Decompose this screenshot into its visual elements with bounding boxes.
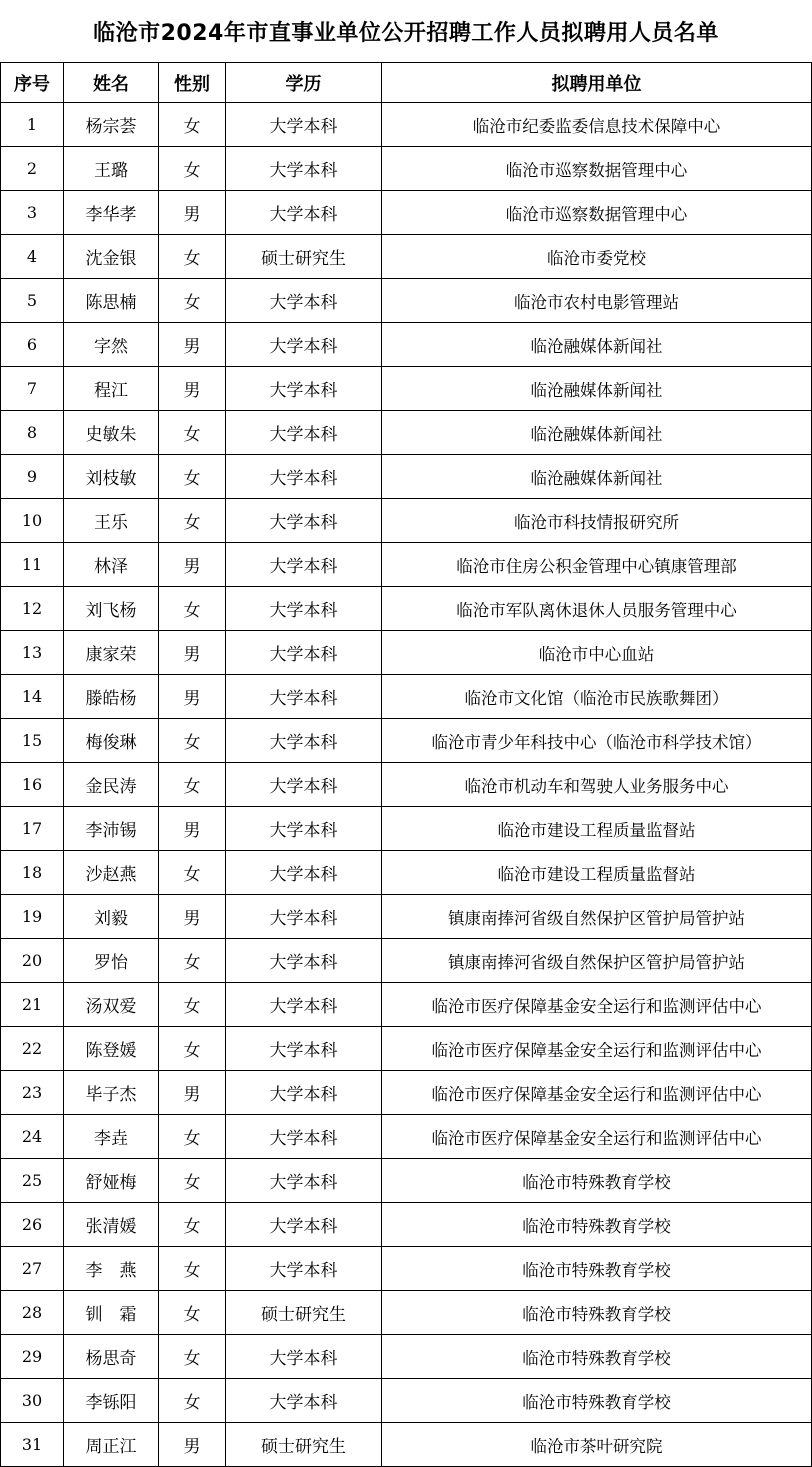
cell-education: 大学本科	[226, 763, 382, 807]
cell-gender: 男	[159, 1423, 226, 1467]
cell-unit: 临沧市建设工程质量监督站	[382, 851, 812, 895]
cell-index: 31	[1, 1423, 64, 1467]
table-row	[1, 675, 812, 719]
cell-education: 大学本科	[226, 587, 382, 631]
cell-name: 陈思楠	[64, 279, 159, 323]
cell-index: 28	[1, 1291, 64, 1335]
cell-name: 舒娅梅	[64, 1159, 159, 1203]
cell-name: 刘飞杨	[64, 587, 159, 631]
cell-gender: 女	[159, 235, 226, 279]
cell-unit: 临沧市医疗保障基金安全运行和监测评估中心	[382, 1115, 812, 1159]
cell-education: 大学本科	[226, 191, 382, 235]
cell-unit: 临沧融媒体新闻社	[382, 411, 812, 455]
cell-name: 王璐	[64, 147, 159, 191]
cell-name: 李华孝	[64, 191, 159, 235]
column-header-name: 姓名	[64, 63, 159, 103]
cell-name: 李沛锡	[64, 807, 159, 851]
cell-unit: 临沧市特殊教育学校	[382, 1247, 812, 1291]
cell-index: 8	[1, 411, 64, 455]
cell-gender: 女	[159, 279, 226, 323]
cell-education: 大学本科	[226, 631, 382, 675]
cell-gender: 女	[159, 499, 226, 543]
cell-index: 21	[1, 983, 64, 1027]
cell-name: 罗怡	[64, 939, 159, 983]
table-body	[1, 103, 812, 1467]
cell-education: 大学本科	[226, 1379, 382, 1423]
cell-index: 22	[1, 1027, 64, 1071]
cell-name: 刘毅	[64, 895, 159, 939]
cell-education: 大学本科	[226, 939, 382, 983]
cell-gender: 男	[159, 631, 226, 675]
cell-education: 大学本科	[226, 851, 382, 895]
cell-unit: 临沧市中心血站	[382, 631, 812, 675]
column-header-unit: 拟聘用单位	[382, 63, 812, 103]
cell-index: 30	[1, 1379, 64, 1423]
cell-gender: 女	[159, 1291, 226, 1335]
cell-gender: 女	[159, 587, 226, 631]
cell-gender: 男	[159, 895, 226, 939]
cell-name: 字然	[64, 323, 159, 367]
cell-education: 大学本科	[226, 1115, 382, 1159]
column-header-gender: 性别	[159, 63, 226, 103]
cell-name: 毕子杰	[64, 1071, 159, 1115]
cell-education: 大学本科	[226, 367, 382, 411]
table-row	[1, 1203, 812, 1247]
table-row	[1, 191, 812, 235]
cell-education: 大学本科	[226, 1247, 382, 1291]
table-row	[1, 1335, 812, 1379]
cell-unit: 镇康南捧河省级自然保护区管护局管护站	[382, 939, 812, 983]
cell-education: 大学本科	[226, 1159, 382, 1203]
cell-education: 大学本科	[226, 455, 382, 499]
cell-unit: 临沧市医疗保障基金安全运行和监测评估中心	[382, 1027, 812, 1071]
table-row	[1, 631, 812, 675]
cell-gender: 男	[159, 543, 226, 587]
cell-unit: 临沧市特殊教育学校	[382, 1291, 812, 1335]
cell-education: 大学本科	[226, 411, 382, 455]
cell-education: 大学本科	[226, 719, 382, 763]
cell-gender: 女	[159, 1159, 226, 1203]
cell-index: 6	[1, 323, 64, 367]
table-row	[1, 235, 812, 279]
table-row	[1, 103, 812, 147]
cell-name: 金民涛	[64, 763, 159, 807]
cell-name: 史敏朱	[64, 411, 159, 455]
cell-gender: 女	[159, 851, 226, 895]
table-row	[1, 939, 812, 983]
cell-name: 沈金银	[64, 235, 159, 279]
cell-unit: 临沧市巡察数据管理中心	[382, 147, 812, 191]
cell-education: 硕士研究生	[226, 1423, 382, 1467]
cell-name: 杨宗荟	[64, 103, 159, 147]
cell-index: 26	[1, 1203, 64, 1247]
cell-index: 17	[1, 807, 64, 851]
cell-name: 滕皓杨	[64, 675, 159, 719]
cell-index: 1	[1, 103, 64, 147]
cell-gender: 男	[159, 191, 226, 235]
cell-name: 沙赵燕	[64, 851, 159, 895]
cell-index: 12	[1, 587, 64, 631]
cell-education: 大学本科	[226, 103, 382, 147]
table-row	[1, 323, 812, 367]
table-row	[1, 1071, 812, 1115]
cell-education: 大学本科	[226, 323, 382, 367]
cell-index: 27	[1, 1247, 64, 1291]
cell-name: 陈登媛	[64, 1027, 159, 1071]
cell-gender: 女	[159, 1203, 226, 1247]
cell-unit: 临沧市纪委监委信息技术保障中心	[382, 103, 812, 147]
cell-index: 7	[1, 367, 64, 411]
cell-gender: 男	[159, 323, 226, 367]
table-row	[1, 587, 812, 631]
cell-unit: 临沧融媒体新闻社	[382, 323, 812, 367]
table-row	[1, 763, 812, 807]
cell-unit: 临沧市建设工程质量监督站	[382, 807, 812, 851]
cell-index: 9	[1, 455, 64, 499]
cell-index: 18	[1, 851, 64, 895]
cell-index: 29	[1, 1335, 64, 1379]
cell-name: 康家荣	[64, 631, 159, 675]
cell-gender: 女	[159, 1027, 226, 1071]
cell-gender: 女	[159, 763, 226, 807]
cell-education: 硕士研究生	[226, 235, 382, 279]
cell-education: 大学本科	[226, 279, 382, 323]
table-row	[1, 1379, 812, 1423]
cell-education: 大学本科	[226, 499, 382, 543]
cell-name: 李 燕	[64, 1247, 159, 1291]
cell-education: 大学本科	[226, 895, 382, 939]
cell-gender: 男	[159, 367, 226, 411]
cell-index: 23	[1, 1071, 64, 1115]
hiring-list-table	[0, 62, 812, 1467]
cell-gender: 男	[159, 1071, 226, 1115]
column-header-education: 学历	[226, 63, 382, 103]
table-row	[1, 499, 812, 543]
cell-gender: 女	[159, 103, 226, 147]
cell-unit: 临沧市军队离休退休人员服务管理中心	[382, 587, 812, 631]
document-title: 临沧市2024年市直事业单位公开招聘工作人员拟聘用人员名单	[93, 20, 719, 46]
cell-unit: 临沧市文化馆（临沧市民族歌舞团）	[382, 675, 812, 719]
cell-unit: 镇康南捧河省级自然保护区管护局管护站	[382, 895, 812, 939]
cell-unit: 临沧市特殊教育学校	[382, 1335, 812, 1379]
cell-index: 19	[1, 895, 64, 939]
cell-unit: 临沧融媒体新闻社	[382, 455, 812, 499]
table-row	[1, 279, 812, 323]
table-row	[1, 807, 812, 851]
table-row	[1, 983, 812, 1027]
cell-index: 4	[1, 235, 64, 279]
cell-index: 15	[1, 719, 64, 763]
cell-name: 李铄阳	[64, 1379, 159, 1423]
cell-gender: 女	[159, 1115, 226, 1159]
cell-gender: 男	[159, 675, 226, 719]
cell-gender: 男	[159, 807, 226, 851]
cell-name: 李垚	[64, 1115, 159, 1159]
table-row	[1, 895, 812, 939]
cell-name: 钏 霜	[64, 1291, 159, 1335]
cell-name: 汤双爱	[64, 983, 159, 1027]
cell-education: 大学本科	[226, 1027, 382, 1071]
table-row	[1, 719, 812, 763]
cell-unit: 临沧市委党校	[382, 235, 812, 279]
cell-gender: 女	[159, 411, 226, 455]
table-row	[1, 367, 812, 411]
cell-unit: 临沧市茶叶研究院	[382, 1423, 812, 1467]
cell-education: 大学本科	[226, 1203, 382, 1247]
cell-education: 大学本科	[226, 147, 382, 191]
cell-education: 大学本科	[226, 543, 382, 587]
cell-unit: 临沧市机动车和驾驶人业务服务中心	[382, 763, 812, 807]
cell-education: 硕士研究生	[226, 1291, 382, 1335]
cell-education: 大学本科	[226, 1335, 382, 1379]
cell-name: 王乐	[64, 499, 159, 543]
cell-index: 16	[1, 763, 64, 807]
cell-gender: 女	[159, 719, 226, 763]
cell-index: 11	[1, 543, 64, 587]
cell-education: 大学本科	[226, 675, 382, 719]
cell-gender: 女	[159, 1379, 226, 1423]
cell-name: 张清媛	[64, 1203, 159, 1247]
table-row	[1, 1247, 812, 1291]
cell-unit: 临沧融媒体新闻社	[382, 367, 812, 411]
column-header-index: 序号	[1, 63, 64, 103]
table-row	[1, 1423, 812, 1467]
cell-education: 大学本科	[226, 983, 382, 1027]
table-row	[1, 1027, 812, 1071]
cell-unit: 临沧市农村电影管理站	[382, 279, 812, 323]
cell-gender: 女	[159, 455, 226, 499]
table-row	[1, 1159, 812, 1203]
table-row	[1, 1115, 812, 1159]
table-row	[1, 851, 812, 895]
cell-index: 5	[1, 279, 64, 323]
cell-name: 程江	[64, 367, 159, 411]
cell-name: 周正江	[64, 1423, 159, 1467]
cell-name: 林泽	[64, 543, 159, 587]
cell-gender: 女	[159, 147, 226, 191]
cell-unit: 临沧市医疗保障基金安全运行和监测评估中心	[382, 983, 812, 1027]
cell-gender: 女	[159, 983, 226, 1027]
cell-education: 大学本科	[226, 1071, 382, 1115]
cell-index: 3	[1, 191, 64, 235]
cell-index: 10	[1, 499, 64, 543]
cell-unit: 临沧市科技情报研究所	[382, 499, 812, 543]
cell-index: 14	[1, 675, 64, 719]
table-row	[1, 455, 812, 499]
table-row	[1, 543, 812, 587]
table-row	[1, 147, 812, 191]
cell-unit: 临沧市住房公积金管理中心镇康管理部	[382, 543, 812, 587]
table-header-row	[1, 63, 812, 103]
table-row	[1, 411, 812, 455]
cell-education: 大学本科	[226, 807, 382, 851]
cell-unit: 临沧市医疗保障基金安全运行和监测评估中心	[382, 1071, 812, 1115]
cell-index: 25	[1, 1159, 64, 1203]
cell-name: 梅俊琳	[64, 719, 159, 763]
cell-unit: 临沧市青少年科技中心（临沧市科学技术馆）	[382, 719, 812, 763]
table-row	[1, 1291, 812, 1335]
cell-gender: 女	[159, 1335, 226, 1379]
cell-gender: 女	[159, 1247, 226, 1291]
cell-index: 13	[1, 631, 64, 675]
cell-unit: 临沧市特殊教育学校	[382, 1159, 812, 1203]
cell-index: 24	[1, 1115, 64, 1159]
cell-name: 杨思奇	[64, 1335, 159, 1379]
cell-index: 2	[1, 147, 64, 191]
cell-name: 刘枝敏	[64, 455, 159, 499]
cell-unit: 临沧市特殊教育学校	[382, 1379, 812, 1423]
cell-gender: 女	[159, 939, 226, 983]
cell-unit: 临沧市巡察数据管理中心	[382, 191, 812, 235]
cell-unit: 临沧市特殊教育学校	[382, 1203, 812, 1247]
cell-index: 20	[1, 939, 64, 983]
